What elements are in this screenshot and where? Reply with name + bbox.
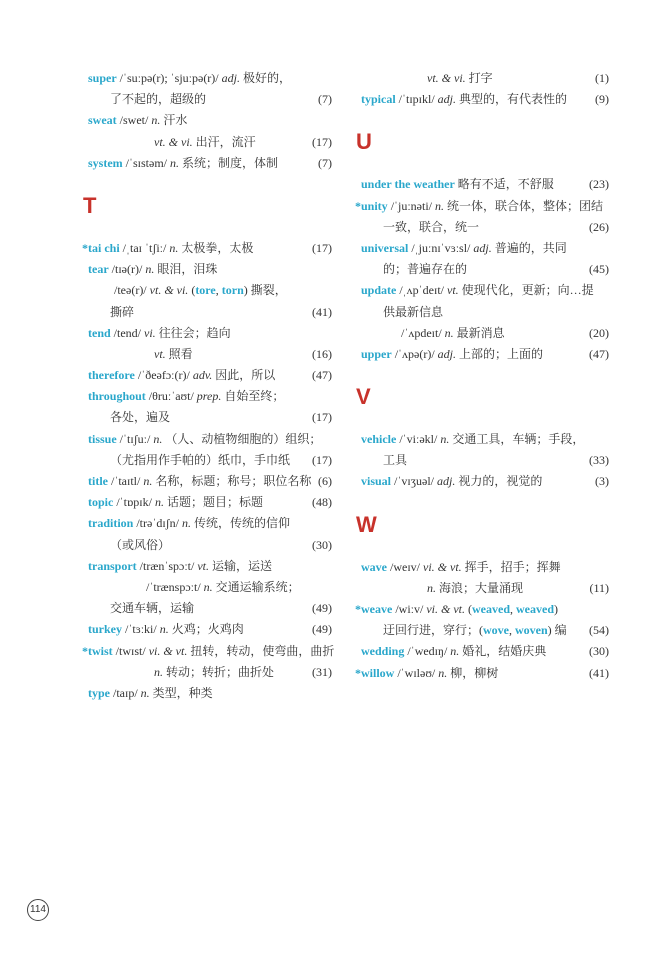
- entry-text: [383, 620, 567, 641]
- definition-text: （尤指用作手帕的）纸巾，手巾纸: [110, 452, 291, 467]
- glossary-entry: [82, 641, 335, 662]
- definition-text: /ˈwɪləʊ/: [394, 665, 439, 680]
- entry-text: [82, 238, 253, 259]
- definition-text: ,: [510, 602, 516, 616]
- unit-reference: (41): [589, 665, 609, 680]
- unit-reference: (49): [312, 601, 332, 616]
- glossary-entry: [82, 492, 332, 513]
- part-of-speech: n.: [438, 665, 448, 680]
- headword: under the weather: [361, 177, 455, 192]
- definition-text: (: [465, 602, 472, 616]
- entry-text: [383, 450, 407, 471]
- entry-text: [383, 259, 467, 280]
- entry-text: [114, 280, 287, 301]
- glossary-entry: [82, 556, 332, 577]
- entry-text: [88, 365, 275, 386]
- unit-reference: (17): [312, 410, 332, 425]
- glossary-entry-continuation: [82, 450, 332, 471]
- entry-text: [361, 471, 542, 492]
- glossary-entry: [355, 174, 609, 195]
- definition-text: /ˈviːəkl/: [396, 432, 441, 447]
- headword: tend: [88, 325, 111, 340]
- definition-text: 交通工具，车辆；手段，: [449, 432, 585, 447]
- definition-text: 各处，遍及: [110, 410, 171, 425]
- headword: weaved: [516, 602, 554, 616]
- entry-text: [355, 196, 603, 217]
- page-number: 114: [27, 899, 49, 921]
- definition-text: 婚礼，结婚庆典: [459, 644, 547, 659]
- headword: *twist: [82, 643, 113, 658]
- definition-text: /ˈvɪʒuəl/: [391, 474, 437, 489]
- definition-text: /ˈsɪstəm/: [122, 155, 171, 170]
- glossary-entry: [355, 280, 609, 301]
- definition-text: 照看: [165, 346, 193, 361]
- unit-reference: (11): [589, 580, 609, 595]
- entry-text: [154, 344, 193, 365]
- definition-text: /ˈtɪpɪkl/: [395, 92, 438, 107]
- part-of-speech: vt.: [447, 283, 459, 298]
- definition-text: /ˈtɪʃuː/: [116, 431, 154, 446]
- definition-text: /swet/: [116, 113, 152, 128]
- definition-text: /ˈðeəfɔː(r)/: [134, 368, 193, 383]
- definition-text: (: [188, 283, 196, 298]
- glossary-entry: [82, 153, 332, 174]
- part-of-speech: adj.: [437, 474, 456, 489]
- definition-text: 扭转，转动，使弯曲，曲折: [187, 643, 335, 658]
- definition-text: 撕碎: [110, 304, 135, 319]
- definition-text: /ˌjuːnɪˈvɜːsl/: [408, 240, 474, 255]
- definition-text: 一致，联合，统一: [383, 219, 480, 234]
- headword: woven: [515, 623, 548, 638]
- part-of-speech: vt.: [197, 558, 210, 573]
- definition-text: 太极拳，太极: [178, 240, 254, 255]
- part-of-speech: n.: [145, 262, 155, 277]
- glossary-entry: [82, 68, 332, 89]
- headword: torn: [221, 283, 244, 298]
- headword: wove: [483, 623, 509, 638]
- unit-reference: (47): [589, 346, 609, 361]
- section-letter-t: T: [83, 192, 97, 218]
- headword: sweat: [88, 113, 117, 128]
- headword: typical: [361, 92, 396, 107]
- definition-text: 出汗，流汗: [192, 134, 256, 149]
- part-of-speech: adj.: [437, 346, 457, 361]
- entry-text: [88, 619, 244, 640]
- glossary-entry: [355, 599, 609, 620]
- glossary-entry: [355, 663, 609, 684]
- entry-text: [110, 598, 194, 619]
- entry-text: [88, 386, 284, 407]
- glossary-entry-continuation: [82, 598, 332, 619]
- unit-reference: (17): [312, 240, 332, 255]
- glossary-entry-continuation: [355, 620, 609, 641]
- glossary-entry-continuation: [355, 450, 609, 471]
- entry-text: [88, 110, 187, 131]
- definition-text: /tɪə(r)/: [108, 262, 146, 277]
- glossary-entry-continuation: [82, 407, 332, 428]
- definition-text: /ˈtaɪtl/: [108, 474, 144, 488]
- entry-text: [88, 323, 231, 344]
- definition-text: ,: [215, 283, 222, 298]
- headword: vehicle: [361, 432, 397, 447]
- glossary-column-left: [82, 68, 335, 704]
- entry-text: [88, 513, 290, 534]
- definition-text: 打字: [465, 71, 493, 85]
- glossary-entry-continuation: [355, 323, 609, 344]
- definition-text: 使现代化，更新；向…提: [458, 283, 594, 298]
- unit-reference: (7): [318, 155, 332, 170]
- headword: tradition: [88, 516, 134, 531]
- definition-text: /ˈsuːpə(r); ˈsjuːpə(r)/: [116, 71, 222, 85]
- definition-text: 极好的，: [239, 71, 291, 85]
- definition-text: 略有不适，不舒服: [454, 177, 554, 192]
- glossary-entry-continuation: [355, 259, 609, 280]
- part-of-speech: n.: [182, 516, 191, 531]
- glossary-entry: [355, 641, 609, 662]
- part-of-speech: vi. & vt.: [423, 559, 462, 574]
- part-of-speech: vt.: [154, 346, 166, 361]
- glossary-entry: [82, 429, 332, 450]
- part-of-speech: prep.: [196, 389, 222, 404]
- unit-reference: (41): [312, 304, 332, 319]
- entry-text: [88, 683, 213, 704]
- glossary-entry: [355, 196, 609, 217]
- definition-text: 转动；转折；曲折处: [163, 664, 275, 679]
- glossary-entry-continuation: [355, 578, 609, 599]
- part-of-speech: n.: [435, 198, 445, 213]
- headword: system: [88, 155, 123, 170]
- definition-text: /ˈwedɪŋ/: [404, 644, 451, 659]
- entry-text: [427, 578, 523, 599]
- headword: wave: [361, 559, 387, 574]
- headword: *weave: [355, 602, 393, 616]
- definition-text: 普遍的，共同: [491, 240, 567, 255]
- definition-text: （人、动植物细胞的）组织；: [162, 431, 322, 446]
- definition-text: /trænˈspɔːt/: [136, 558, 198, 573]
- glossary-entry: [82, 323, 332, 344]
- part-of-speech: n.: [427, 580, 436, 595]
- definition-text: 迂回行进，穿行；(: [383, 623, 483, 638]
- definition-text: 供最新信息: [383, 304, 444, 319]
- headword: title: [88, 474, 108, 488]
- unit-reference: (47): [312, 368, 332, 383]
- entry-text: [154, 132, 256, 153]
- entry-text: [110, 407, 170, 428]
- definition-text: /taɪp/: [110, 685, 141, 700]
- headword: tissue: [88, 431, 117, 446]
- definition-text: 话题；题目；标题: [163, 495, 263, 510]
- definition-text: 海浪；大量涌现: [436, 580, 524, 595]
- entry-text: [110, 89, 206, 110]
- entry-text: [355, 663, 498, 684]
- glossary-entry-continuation: [355, 217, 609, 238]
- glossary-entry: [82, 619, 332, 640]
- glossary-entry-continuation: [82, 280, 332, 301]
- headword: transport: [88, 558, 137, 573]
- unit-reference: (17): [312, 452, 332, 467]
- glossary-entry-continuation: [82, 662, 332, 683]
- part-of-speech: vt. & vi.: [154, 134, 193, 149]
- definition-text: 视力的，视觉的: [455, 474, 543, 489]
- entry-text: [361, 238, 567, 259]
- glossary-entry: [82, 259, 332, 280]
- glossary-entry-continuation: [355, 302, 609, 323]
- glossary-entry: [355, 471, 609, 492]
- unit-reference: (9): [595, 92, 609, 107]
- unit-reference: (16): [312, 346, 332, 361]
- glossary-entry: [355, 238, 609, 259]
- unit-reference: (23): [589, 177, 609, 192]
- entry-text: [88, 259, 217, 280]
- part-of-speech: vi. & vt.: [148, 643, 188, 658]
- unit-reference: (33): [589, 453, 609, 468]
- definition-text: /θruːˈaʊt/: [145, 389, 197, 404]
- definition-text: 火鸡；火鸡肉: [168, 622, 244, 637]
- definition-text: /ˈʌpdeɪt/: [401, 325, 445, 340]
- part-of-speech: n.: [450, 644, 460, 659]
- definition-text: 的；普遍存在的: [383, 262, 468, 277]
- part-of-speech: n.: [151, 113, 161, 128]
- definition-text: ) 编: [547, 623, 567, 638]
- unit-reference: (30): [589, 644, 609, 659]
- definition-text: ): [554, 602, 558, 616]
- headword: weaved: [472, 602, 510, 616]
- entry-text: [82, 641, 334, 662]
- definition-text: 系统；制度，体制: [179, 155, 279, 170]
- definition-text: /wiːv/: [392, 602, 427, 616]
- entry-text: [88, 153, 278, 174]
- definition-text: /ˌʌpˈdeɪt/: [396, 283, 447, 298]
- glossary-entry-continuation: [355, 68, 609, 89]
- headword: *tai chi: [82, 240, 120, 255]
- glossary-entry: [82, 365, 332, 386]
- entry-text: [110, 535, 170, 556]
- glossary-column-right: [355, 68, 609, 684]
- entry-text: [427, 68, 493, 89]
- entry-text: [361, 641, 546, 662]
- unit-reference: (31): [312, 664, 332, 679]
- glossary-entry: [82, 513, 332, 534]
- definition-text: /ˌtaɪ ˈtʃiː/: [119, 240, 170, 255]
- definition-text: /ˈʌpə(r)/: [391, 346, 438, 361]
- part-of-speech: n.: [154, 495, 164, 510]
- entry-text: [361, 174, 554, 195]
- entry-text: [361, 280, 594, 301]
- part-of-speech: n.: [154, 664, 163, 679]
- part-of-speech: n.: [159, 622, 169, 637]
- headword: topic: [88, 495, 114, 510]
- glossary-entry: [355, 344, 609, 365]
- entry-text: [383, 217, 479, 238]
- glossary-entry-continuation: [82, 302, 332, 323]
- part-of-speech: vi.: [144, 325, 156, 340]
- entry-text: [88, 556, 272, 577]
- glossary-entry-continuation: [82, 344, 332, 365]
- unit-reference: (20): [589, 325, 609, 340]
- part-of-speech: n.: [140, 685, 150, 700]
- unit-reference: (7): [318, 92, 332, 107]
- part-of-speech: adj.: [221, 71, 240, 85]
- part-of-speech: vt. & vi.: [149, 283, 189, 298]
- headword: universal: [361, 240, 409, 255]
- definition-text: ) 撕裂，: [243, 283, 287, 298]
- headword: therefore: [88, 368, 135, 383]
- definition-text: ,: [509, 623, 515, 638]
- headword: tore: [195, 283, 216, 298]
- section-letter-v: V: [356, 384, 371, 410]
- glossary-entry: [82, 683, 332, 704]
- entry-text: [383, 302, 443, 323]
- glossary-entry: [82, 386, 332, 407]
- entry-text: [154, 662, 274, 683]
- part-of-speech: n.: [143, 474, 153, 488]
- part-of-speech: adj.: [473, 240, 492, 255]
- headword: wedding: [361, 644, 405, 659]
- glossary-entry: [355, 89, 609, 110]
- entry-text: [361, 557, 561, 578]
- definition-text: 类型，种类: [149, 685, 213, 700]
- headword: tear: [88, 262, 109, 277]
- headword: update: [361, 283, 397, 298]
- unit-reference: (54): [589, 623, 609, 638]
- glossary-entry: [82, 110, 332, 131]
- definition-text: 最新消息: [453, 325, 505, 340]
- definition-text: 交通运输系统；: [212, 579, 300, 594]
- definition-text: 工具: [383, 453, 408, 468]
- part-of-speech: vi. & vt.: [426, 602, 465, 616]
- part-of-speech: n.: [153, 431, 163, 446]
- definition-text: 眼泪，泪珠: [154, 262, 218, 277]
- definition-text: 因此，所以: [212, 368, 276, 383]
- definition-text: 传统，传统的信仰: [191, 516, 291, 531]
- part-of-speech: n.: [440, 432, 450, 447]
- glossary-entry-continuation: [82, 132, 332, 153]
- entry-text: [88, 492, 263, 513]
- entry-text: [361, 429, 584, 450]
- entry-text: [355, 599, 558, 620]
- headword: upper: [361, 346, 392, 361]
- definition-text: 典型的，有代表性的: [456, 92, 568, 107]
- glossary-entry-continuation: [82, 535, 332, 556]
- part-of-speech: n.: [444, 325, 454, 340]
- definition-text: /ˈtɜːki/: [122, 622, 160, 637]
- definition-text: 往往会；趋向: [155, 325, 231, 340]
- definition-text: 自始至终；: [221, 389, 285, 404]
- definition-text: 名称，标题；称号；职位名称: [152, 474, 312, 488]
- part-of-speech: n.: [170, 155, 180, 170]
- definition-text: （或风俗）: [110, 537, 171, 552]
- headword: super: [88, 71, 117, 85]
- unit-reference: (3): [595, 474, 609, 489]
- section-letter-u: U: [356, 129, 372, 155]
- definition-text: /teə(r)/: [114, 283, 150, 298]
- headword: *willow: [355, 665, 395, 680]
- headword: visual: [361, 474, 392, 489]
- part-of-speech: n.: [203, 579, 213, 594]
- glossary-entry: [355, 429, 609, 450]
- glossary-entry: [82, 471, 332, 492]
- definition-text: 统一体，联合体，整体；团结: [444, 198, 604, 213]
- unit-reference: (26): [589, 219, 609, 234]
- headword: throughout: [88, 389, 146, 404]
- unit-reference: (6): [318, 474, 332, 488]
- entry-text: [110, 302, 134, 323]
- part-of-speech: adv.: [192, 368, 213, 383]
- entry-text: [401, 323, 505, 344]
- definition-text: /trəˈdɪʃn/: [133, 516, 182, 531]
- definition-text: 汗水: [160, 113, 188, 128]
- entry-text: [110, 450, 290, 471]
- part-of-speech: n.: [169, 240, 179, 255]
- definition-text: /ˈjuːnəti/: [387, 198, 436, 213]
- definition-text: /weɪv/: [387, 559, 423, 574]
- entry-text: [361, 344, 543, 365]
- glossary-entry: [355, 557, 609, 578]
- entry-text: [88, 471, 311, 492]
- definition-text: 柳，柳树: [447, 665, 499, 680]
- definition-text: 上部的；上面的: [456, 346, 544, 361]
- unit-reference: (45): [589, 262, 609, 277]
- unit-reference: (1): [595, 71, 609, 85]
- part-of-speech: adj.: [437, 92, 457, 107]
- entry-text: [88, 429, 321, 450]
- definition-text: /ˈtrænspɔːt/: [146, 579, 204, 594]
- part-of-speech: vt. & vi.: [427, 71, 466, 85]
- definition-text: /twɪst/: [112, 643, 149, 658]
- definition-text: 挥手，招手；挥舞: [461, 559, 561, 574]
- definition-text: 交通车辆，运输: [110, 601, 195, 616]
- entry-text: [88, 68, 291, 89]
- entry-text: [361, 89, 567, 110]
- unit-reference: (49): [312, 622, 332, 637]
- glossary-entry: [82, 238, 332, 259]
- unit-reference: (30): [312, 537, 332, 552]
- headword: type: [88, 685, 110, 700]
- headword: *unity: [355, 198, 388, 213]
- glossary-entry-continuation: [82, 89, 332, 110]
- definition-text: /tend/: [110, 325, 144, 340]
- section-letter-w: W: [356, 511, 377, 537]
- unit-reference: (17): [312, 134, 332, 149]
- entry-text: [146, 577, 300, 598]
- definition-text: /ˈtɒpɪk/: [113, 495, 155, 510]
- unit-reference: (48): [312, 495, 332, 510]
- headword: turkey: [88, 622, 122, 637]
- glossary-entry-continuation: [82, 577, 332, 598]
- definition-text: 了不起的，超级的: [110, 92, 207, 107]
- definition-text: 运输，运送: [209, 558, 273, 573]
